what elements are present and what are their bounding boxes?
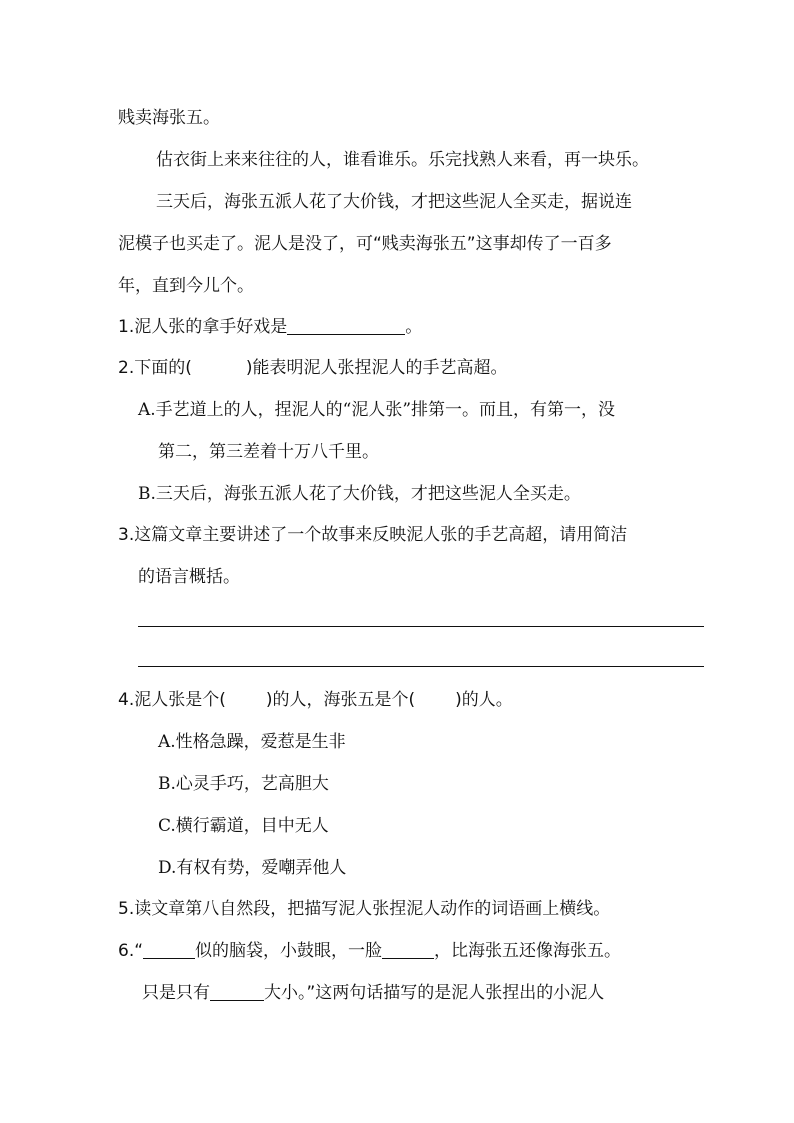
question-6-line2-part1: 只是只有 — [142, 983, 210, 1003]
option-b: B.三天后，海张五派人花了大价钱，才把这些泥人全买走。 — [138, 484, 581, 504]
question-1-end: 。 — [405, 317, 423, 337]
answer-line[interactable] — [138, 626, 704, 627]
question-6-line2 — [142, 981, 604, 1005]
answer-blank[interactable] — [210, 982, 264, 1001]
question-4 — [118, 688, 513, 712]
answer-line[interactable] — [138, 666, 704, 667]
question-5: 5.读文章第八自然段，把描写泥人张捏泥人动作的词语画上横线。 — [118, 899, 611, 919]
question-6-line1 — [118, 939, 621, 963]
question-6-line2-part2: 大小。”这两句话描写的是泥人张捏出的小泥人 — [264, 983, 605, 1003]
answer-blank[interactable] — [287, 316, 405, 335]
option-d: D.有权有势，爱嘲弄他人 — [158, 858, 347, 878]
answer-blank[interactable] — [382, 940, 434, 959]
passage-line: 泥模子也买走了。泥人是没了，可“贱卖海张五”这事却传了一百多 — [118, 234, 612, 254]
passage-line: 年，直到今儿个。 — [118, 276, 254, 296]
option-a-line1: A.手艺道上的人，捏泥人的“泥人张”排第一。而且，有第一，没 — [138, 400, 616, 420]
passage-line: 估衣街上来来往往的人，谁看谁乐。乐完找熟人来看，再一块乐。 — [156, 150, 649, 170]
option-c: C.横行霸道，目中无人 — [158, 816, 329, 836]
question-3-line1: 3.这篇文章主要讲述了一个故事来反映泥人张的手艺高超，请用简洁 — [118, 525, 628, 545]
option-a-line2: 第二，第三差着十万八千里。 — [158, 442, 379, 462]
option-a: A.性格急躁，爱惹是生非 — [158, 732, 346, 752]
question-2-text-after: )能表明泥人张捏泥人的手艺高超。 — [245, 358, 508, 378]
question-2-text-before: 2.下面的( — [118, 358, 192, 378]
passage-line: 贱卖海张五。 — [118, 108, 220, 128]
question-3-line2: 的语言概括。 — [138, 567, 240, 587]
question-1-text: 1.泥人张的拿手好戏是 — [118, 317, 288, 337]
question-6-part2: 似的脑袋，小鼓眼，一脸 — [195, 941, 383, 961]
question-4-part2: )的人，海张五是个( — [265, 690, 416, 710]
passage-line: 三天后，海张五派人花了大价钱，才把这些泥人全买走，据说连 — [156, 192, 632, 212]
question-6-part1: 6.“ — [118, 941, 144, 961]
question-4-part3: )的人。 — [455, 690, 513, 710]
question-4-part1: 4.泥人张是个( — [118, 690, 226, 710]
question-1 — [118, 315, 422, 339]
option-b: B.心灵手巧，艺高胆大 — [158, 774, 329, 794]
question-2 — [118, 356, 508, 380]
question-6-part3: ，比海张五还像海张五。 — [434, 941, 622, 961]
answer-blank[interactable] — [143, 940, 195, 959]
